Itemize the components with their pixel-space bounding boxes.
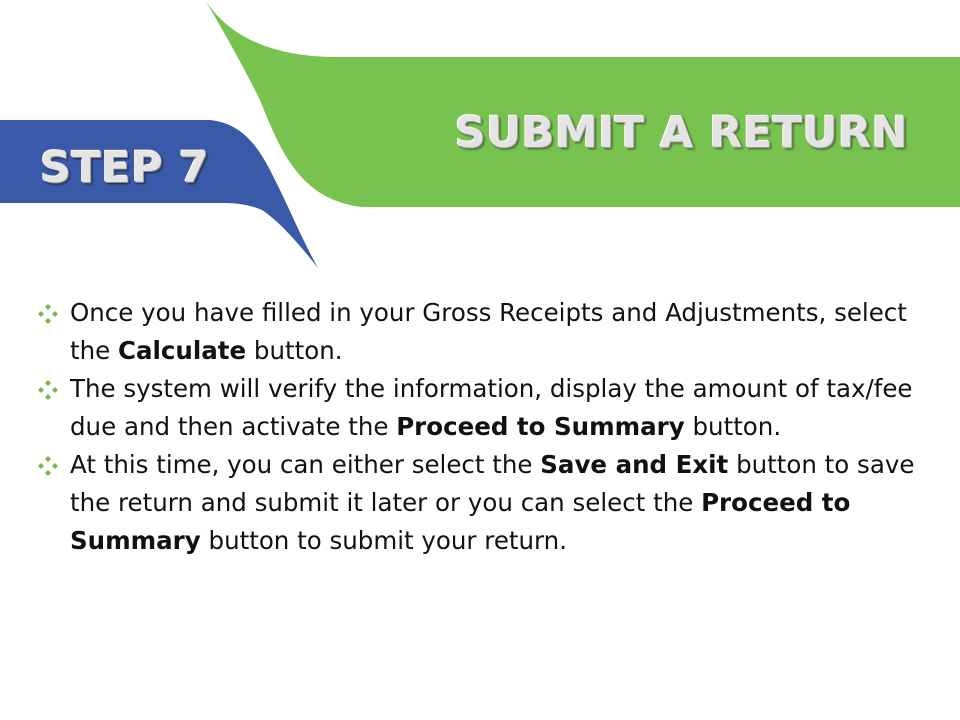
- step-label: STEP 7: [40, 143, 210, 193]
- bullet-text: [70, 370, 918, 446]
- diamond-bullet-icon: [38, 370, 70, 400]
- text-segment: Once you have filled in your Gross Receipts and Adjustments, select the: [70, 298, 907, 365]
- text-segment: button.: [246, 336, 343, 365]
- text-segment: button.: [684, 412, 782, 441]
- diamond-bullet-icon: [38, 446, 70, 476]
- green-banner-shape: [205, 0, 960, 207]
- page-title: SUBMIT A RETURN: [454, 108, 908, 158]
- bold-term: Calculate: [118, 336, 247, 365]
- bullet-text: [70, 446, 918, 560]
- bullet-item: [38, 294, 918, 370]
- bold-term: Save and Exit: [540, 450, 729, 479]
- bullet-text: [70, 294, 918, 370]
- bullet-item: [38, 446, 918, 560]
- text-segment: button to submit your return.: [200, 526, 567, 555]
- diamond-bullet-icon: [38, 294, 70, 324]
- bullet-list: [38, 294, 918, 560]
- bold-term: Proceed to Summary: [70, 488, 851, 555]
- text-segment: button to save the return and submit it later or you can select the: [70, 450, 915, 517]
- bullet-item: [38, 370, 918, 446]
- text-segment: The system will verify the information, display the amount of tax/fee due and then activate the: [70, 374, 913, 441]
- text-segment: At this time, you can either select the: [70, 450, 541, 479]
- bold-term: Proceed to Summary: [396, 412, 685, 441]
